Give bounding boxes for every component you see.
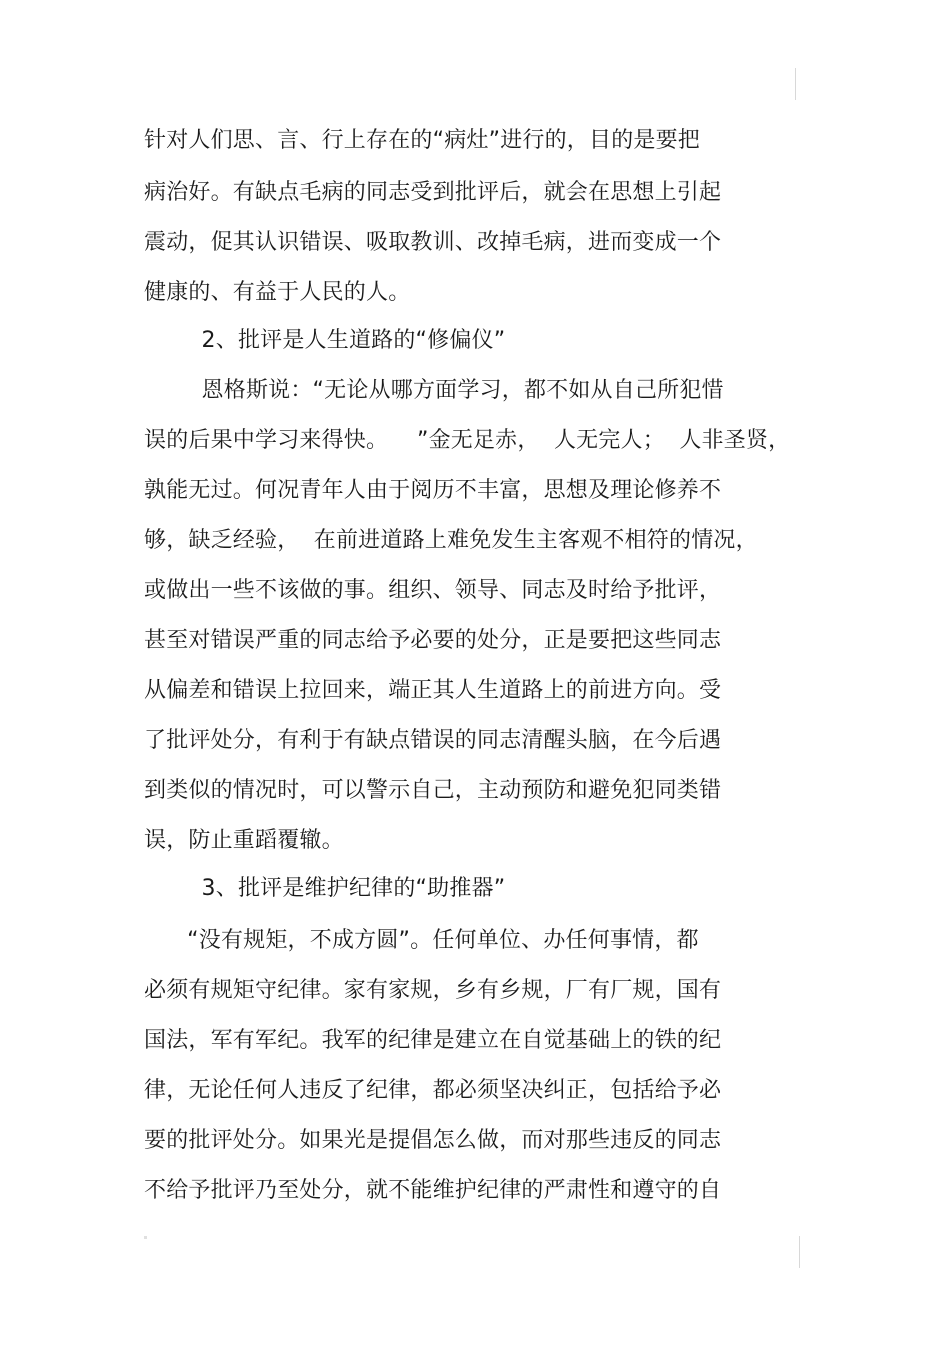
section-heading-3: 3、批评是维护纪律的“助推器” [144,876,506,901]
text-line-6: 恩格斯说：“无论从哪方面学习，都不如从自己所犯惜 [144,378,724,403]
text-line-15: 误，防止重蹈覆辙。 [144,828,344,853]
text-line-20: 律，无论任何人违反了纪律，都必须坚决纠正，包括给予必 [144,1078,722,1103]
text-line-22: 不给予批评乃至处分，就不能维护纪律的严肃性和遵守的自 [144,1178,722,1203]
page-edge-mark-top [795,68,796,100]
text-line-19: 国法，军有军纪。我军的纪律是建立在自觉基础上的铁的纪 [144,1028,722,1053]
text-line-10: 或做出一些不该做的事。组织、领导、同志及时给予批评， [144,578,722,603]
text-line-1: 针对人们思、言、行上存在的“病灶”进行的，目的是要把 [144,128,700,153]
text-line-12: 从偏差和错误上拉回来，端正其人生道路上的前进方向。受 [144,678,722,703]
text-line-17: “没有规矩，不成方圆”。任何单位、办任何事情，都 [144,928,699,953]
text-line-13: 了批评处分，有利于有缺点错误的同志清醒头脑，在今后遇 [144,728,722,753]
text-line-3: 震动，促其认识错误、吸取教训、改掉毛病，进而变成一个 [144,230,722,255]
text-line-14: 到类似的情况时，可以警示自己，主动预防和避免犯同类错 [144,778,722,803]
page-edge-mark-bottom [799,1236,800,1268]
text-line-4: 健康的、有益于人民的人。 [144,280,411,305]
text-line-2: 病治好。有缺点毛病的同志受到批评后，就会在思想上引起 [144,180,722,205]
text-line-7: 误的后果中学习来得快。 ”金无足赤， 人无完人； 人非圣贤， [144,428,791,453]
text-line-9: 够，缺乏经验， 在前进道路上难免发生主客观不相符的情况， [144,528,758,553]
page-corner-mark [144,1236,147,1239]
text-line-8: 孰能无过。何况青年人由于阅历不丰富，思想及理论修养不 [144,478,722,503]
section-heading-2: 2、批评是人生道路的“修偏仪” [144,328,506,353]
text-line-21: 要的批评处分。如果光是提倡怎么做，而对那些违反的同志 [144,1128,722,1153]
text-line-11: 甚至对错误严重的同志给予必要的处分，正是要把这些同志 [144,628,722,653]
text-line-18: 必须有规矩守纪律。家有家规，乡有乡规，厂有厂规，国有 [144,978,722,1003]
